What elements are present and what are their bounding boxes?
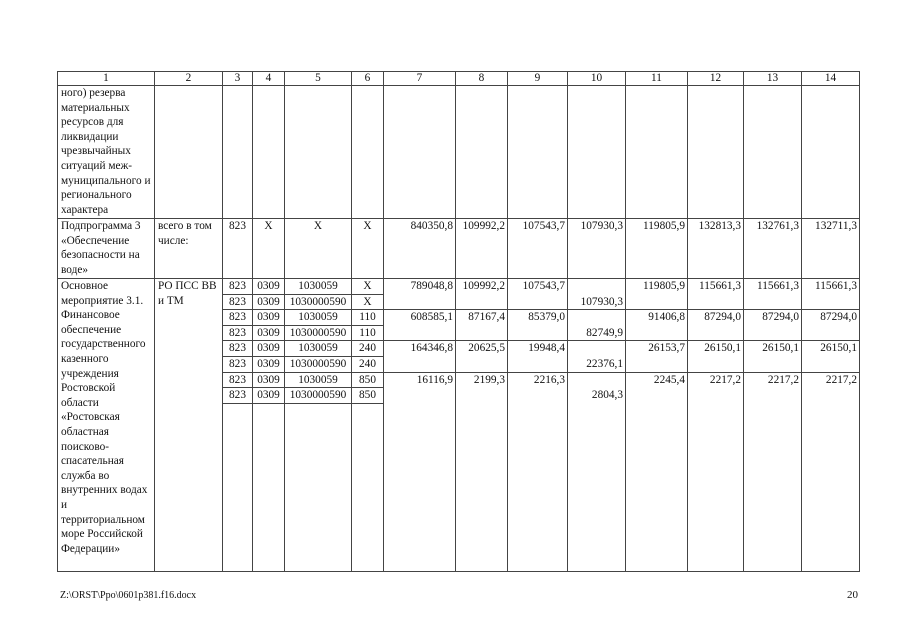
code-cell: Х bbox=[285, 219, 352, 279]
code-cell: 1030000590 bbox=[285, 388, 352, 404]
empty-cell bbox=[688, 86, 744, 219]
code-cell: 1030059 bbox=[285, 310, 352, 326]
code-cell: 0309 bbox=[253, 341, 285, 357]
code-cell: 823 bbox=[223, 310, 253, 326]
value-cell: 132711,3 bbox=[802, 219, 860, 279]
code-cell: 1030059 bbox=[285, 372, 352, 388]
header-cell: 8 bbox=[456, 72, 508, 86]
empty-cell bbox=[456, 86, 508, 219]
header-cell: 6 bbox=[352, 72, 384, 86]
empty-cell bbox=[285, 403, 352, 571]
empty-cell bbox=[626, 86, 688, 219]
code-cell: 823 bbox=[223, 388, 253, 404]
code-cell: 850 bbox=[352, 388, 384, 404]
value-cell: 87294,0 bbox=[802, 310, 860, 341]
empty-cell bbox=[352, 403, 384, 571]
row-description: Подпрограмма 3 «Обеспечение безопасности на воде» bbox=[58, 219, 155, 279]
row-description: Основное мероприятие 3.1. Финансовое обеспечение государственного казенного учреждения Ростовской области «Ростовская областная поисково-спасательная служба во внутренних водах и территориальном море Российской Федерации» bbox=[58, 279, 155, 572]
value-cell: 115661,3 bbox=[688, 279, 744, 310]
value-cell: 87294,0 bbox=[688, 310, 744, 341]
value-cell: 115661,3 bbox=[802, 279, 860, 310]
value-cell: 107930,3 bbox=[568, 219, 626, 279]
header-cell: 3 bbox=[223, 72, 253, 86]
value-cell: 26150,1 bbox=[688, 341, 744, 372]
value-cell: 107930,3 bbox=[568, 279, 626, 310]
value-cell: 82749,9 bbox=[568, 310, 626, 341]
value-cell: 119805,9 bbox=[626, 279, 688, 310]
code-cell: 0309 bbox=[253, 372, 285, 388]
empty-cell bbox=[568, 86, 626, 219]
code-cell: 823 bbox=[223, 325, 253, 341]
empty-cell bbox=[285, 86, 352, 219]
code-cell: 0309 bbox=[253, 388, 285, 404]
value-cell: 608585,1 bbox=[384, 310, 456, 341]
header-cell: 7 bbox=[384, 72, 456, 86]
code-cell: 1030059 bbox=[285, 279, 352, 295]
value-cell: 2217,2 bbox=[744, 372, 802, 571]
value-cell: 19948,4 bbox=[508, 341, 568, 372]
table-row bbox=[58, 219, 860, 279]
code-cell: 823 bbox=[223, 279, 253, 295]
executor-cell: РО ПСС ВВ и ТМ bbox=[155, 279, 223, 572]
empty-cell bbox=[253, 86, 285, 219]
code-cell: 240 bbox=[352, 356, 384, 372]
code-cell: Х bbox=[352, 219, 384, 279]
table-row bbox=[58, 86, 860, 219]
code-cell: 0309 bbox=[253, 294, 285, 310]
value-cell: 91406,8 bbox=[626, 310, 688, 341]
header-cell: 2 bbox=[155, 72, 223, 86]
value-cell: 2217,2 bbox=[688, 372, 744, 571]
empty-cell bbox=[155, 86, 223, 219]
value-cell: 26150,1 bbox=[744, 341, 802, 372]
value-cell: 16116,9 bbox=[384, 372, 456, 571]
code-cell: 1030000590 bbox=[285, 356, 352, 372]
budget-table bbox=[57, 71, 860, 572]
executor-cell: всего в том числе: bbox=[155, 219, 223, 279]
code-cell: 1030000590 bbox=[285, 294, 352, 310]
code-cell: 0309 bbox=[253, 325, 285, 341]
code-cell: 823 bbox=[223, 341, 253, 357]
value-cell: 132813,3 bbox=[688, 219, 744, 279]
value-cell: 119805,9 bbox=[626, 219, 688, 279]
value-cell: 2217,2 bbox=[802, 372, 860, 571]
code-cell: Х bbox=[352, 279, 384, 295]
value-cell: 87294,0 bbox=[744, 310, 802, 341]
value-cell: 26153,7 bbox=[626, 341, 688, 372]
value-cell: 2216,3 bbox=[508, 372, 568, 571]
page-number: 20 bbox=[847, 589, 858, 601]
value-cell: 2199,3 bbox=[456, 372, 508, 571]
code-cell: 110 bbox=[352, 325, 384, 341]
value-cell: 132761,3 bbox=[744, 219, 802, 279]
code-cell: 823 bbox=[223, 294, 253, 310]
header-cell: 13 bbox=[744, 72, 802, 86]
code-cell: 823 bbox=[223, 372, 253, 388]
table-row bbox=[58, 279, 860, 295]
value-cell: 107543,7 bbox=[508, 219, 568, 279]
file-path: Z:\ORST\Ppo\0601p381.f16.docx bbox=[60, 590, 197, 601]
value-cell: 85379,0 bbox=[508, 310, 568, 341]
code-cell: 0309 bbox=[253, 310, 285, 326]
empty-cell bbox=[352, 86, 384, 219]
code-cell: 0309 bbox=[253, 279, 285, 295]
empty-cell bbox=[223, 403, 253, 571]
value-cell: 164346,8 bbox=[384, 341, 456, 372]
value-cell: 840350,8 bbox=[384, 219, 456, 279]
header-row bbox=[58, 72, 860, 86]
value-cell: 2245,4 bbox=[626, 372, 688, 571]
code-cell: Х bbox=[352, 294, 384, 310]
value-cell: 20625,5 bbox=[456, 341, 508, 372]
value-cell: 107543,7 bbox=[508, 279, 568, 310]
value-cell: 109992,2 bbox=[456, 219, 508, 279]
code-cell: 0309 bbox=[253, 356, 285, 372]
value-cell: 2804,3 bbox=[568, 372, 626, 571]
value-cell: 115661,3 bbox=[744, 279, 802, 310]
code-cell: 1030059 bbox=[285, 341, 352, 357]
header-cell: 12 bbox=[688, 72, 744, 86]
value-cell: 87167,4 bbox=[456, 310, 508, 341]
header-cell: 4 bbox=[253, 72, 285, 86]
code-cell: 110 bbox=[352, 310, 384, 326]
value-cell: 22376,1 bbox=[568, 341, 626, 372]
empty-cell bbox=[253, 403, 285, 571]
code-cell: 823 bbox=[223, 356, 253, 372]
header-cell: 9 bbox=[508, 72, 568, 86]
value-cell: 109992,2 bbox=[456, 279, 508, 310]
row-description: ного) резерва материальных ресурсов для ликвидации чрезвычайных ситуаций меж-муниципального и регионального характера bbox=[58, 86, 155, 219]
empty-cell bbox=[508, 86, 568, 219]
empty-cell bbox=[384, 86, 456, 219]
header-cell: 11 bbox=[626, 72, 688, 86]
value-cell: 789048,8 bbox=[384, 279, 456, 310]
empty-cell bbox=[223, 86, 253, 219]
header-cell: 10 bbox=[568, 72, 626, 86]
empty-cell bbox=[802, 86, 860, 219]
header-cell: 5 bbox=[285, 72, 352, 86]
header-cell: 1 bbox=[58, 72, 155, 86]
code-cell: 850 bbox=[352, 372, 384, 388]
code-cell: 823 bbox=[223, 219, 253, 279]
code-cell: Х bbox=[253, 219, 285, 279]
code-cell: 240 bbox=[352, 341, 384, 357]
code-cell: 1030000590 bbox=[285, 325, 352, 341]
value-cell: 26150,1 bbox=[802, 341, 860, 372]
header-cell: 14 bbox=[802, 72, 860, 86]
empty-cell bbox=[744, 86, 802, 219]
